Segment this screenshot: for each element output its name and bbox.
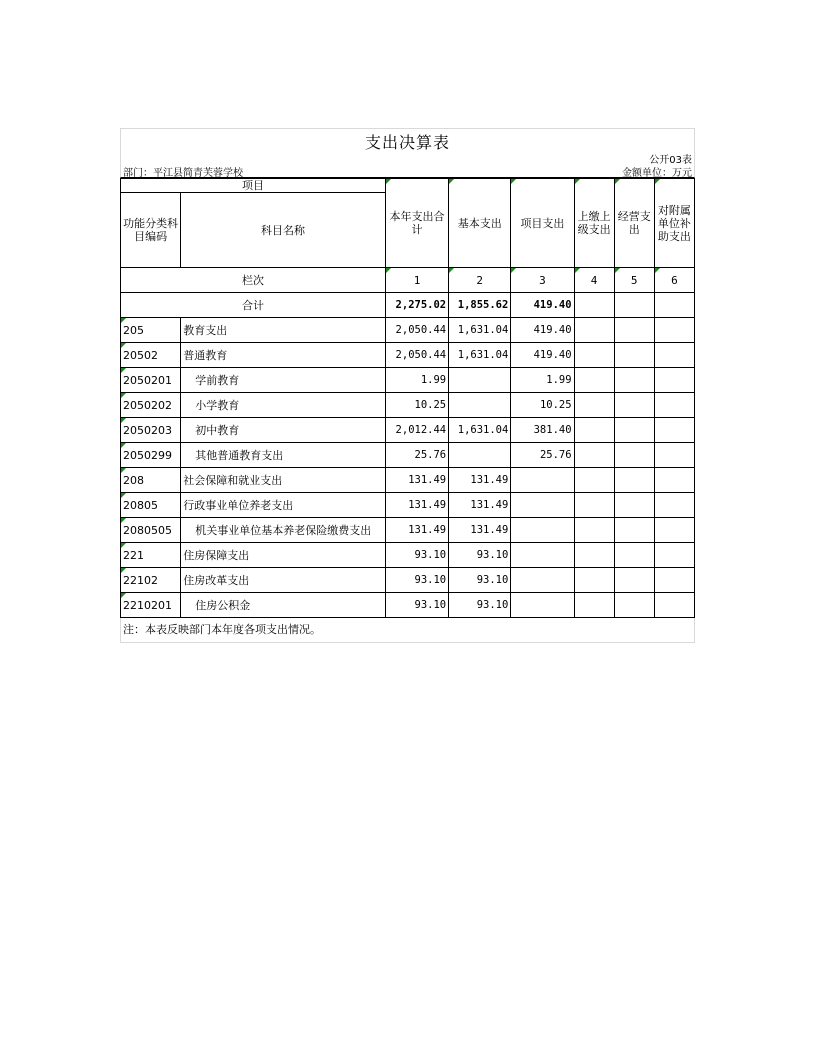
department-label: 部门：平江县简青芙蓉学校 [123, 168, 243, 179]
table-row [121, 468, 695, 493]
row-col1: 93.10 [385, 568, 448, 593]
row-name [181, 418, 386, 443]
row-code: 2210201 [121, 593, 181, 618]
row-name [181, 393, 386, 418]
row-col4 [574, 568, 614, 593]
page-title: 支出决算表 [364, 133, 450, 152]
row-code: 2050299 [121, 443, 181, 468]
row-col3: 10.25 [511, 393, 574, 418]
row-code: 208 [121, 468, 181, 493]
row-col4 [574, 543, 614, 568]
row-code: 20502 [121, 343, 181, 368]
row-col2 [449, 393, 511, 418]
row-code: 22102 [121, 568, 181, 593]
table-row [121, 568, 695, 593]
expenditure-sheet [120, 128, 695, 643]
row-col1: 131.49 [385, 518, 448, 543]
row-col2: 1,631.04 [449, 418, 511, 443]
row-col1: 25.76 [385, 443, 448, 468]
row-col2: 131.49 [449, 518, 511, 543]
row-name [181, 518, 386, 543]
row-name [181, 368, 386, 393]
table-row [121, 418, 695, 443]
row-name: 行政事业单位养老支出 [181, 493, 386, 518]
total-row [121, 293, 695, 318]
row-col4 [574, 443, 614, 468]
table-row [121, 518, 695, 543]
row-col1: 93.10 [385, 593, 448, 618]
row-col1: 1.99 [385, 368, 448, 393]
column-index-3: 3 [511, 268, 574, 293]
row-col4 [574, 468, 614, 493]
header-col5: 经营支出 [614, 179, 654, 268]
row-col3 [511, 518, 574, 543]
row-col6 [654, 468, 694, 493]
row-name: 住房保障支出 [181, 543, 386, 568]
row-col5 [614, 318, 654, 343]
header-col2: 基本支出 [449, 179, 511, 268]
row-code: 2050202 [121, 393, 181, 418]
row-name-text: 其他普通教育支出 [195, 449, 284, 462]
row-col4 [574, 343, 614, 368]
row-col4 [574, 593, 614, 618]
row-col3: 381.40 [511, 418, 574, 443]
row-code: 2080505 [121, 518, 181, 543]
header-project: 项目 [121, 179, 386, 193]
row-col4 [574, 318, 614, 343]
table-row [121, 493, 695, 518]
row-col5 [614, 443, 654, 468]
header-col1: 本年支出合计 [385, 179, 448, 268]
total-label: 合计 [121, 293, 386, 318]
table-row [121, 368, 695, 393]
row-col6 [654, 568, 694, 593]
total-col1: 2,275.02 [385, 293, 448, 318]
row-col1: 131.49 [385, 468, 448, 493]
title-row [120, 128, 695, 151]
row-col2: 93.10 [449, 568, 511, 593]
row-col5 [614, 593, 654, 618]
row-name-text: 学前教育 [195, 374, 240, 387]
row-name [181, 443, 386, 468]
row-col6 [654, 343, 694, 368]
row-col6 [654, 443, 694, 468]
department-row [120, 164, 695, 178]
row-col2: 93.10 [449, 593, 511, 618]
row-col6 [654, 318, 694, 343]
column-index-label: 栏次 [121, 268, 386, 293]
row-col4 [574, 393, 614, 418]
row-col6 [654, 493, 694, 518]
row-col1: 2,012.44 [385, 418, 448, 443]
row-col2: 1,631.04 [449, 343, 511, 368]
column-index-2: 2 [449, 268, 511, 293]
table-row [121, 443, 695, 468]
header-func-code: 功能分类科目编码 [121, 193, 181, 268]
row-col6 [654, 543, 694, 568]
form-code: 公开03表 [649, 155, 692, 166]
form-code-row [120, 151, 695, 164]
header-subject-name: 科目名称 [181, 193, 386, 268]
row-col3: 1.99 [511, 368, 574, 393]
row-col2: 1,631.04 [449, 318, 511, 343]
total-col6 [654, 293, 694, 318]
row-col6 [654, 368, 694, 393]
row-col3: 25.76 [511, 443, 574, 468]
row-col3 [511, 493, 574, 518]
row-col2: 93.10 [449, 543, 511, 568]
header-row-1 [121, 179, 695, 193]
total-col4 [574, 293, 614, 318]
row-col4 [574, 518, 614, 543]
row-col4 [574, 418, 614, 443]
column-index-4: 4 [574, 268, 614, 293]
row-col3 [511, 568, 574, 593]
row-name: 普通教育 [181, 343, 386, 368]
row-col6 [654, 518, 694, 543]
header-col6: 对附属单位补助支出 [654, 179, 694, 268]
row-col1: 93.10 [385, 543, 448, 568]
row-col1: 2,050.44 [385, 343, 448, 368]
row-col6 [654, 393, 694, 418]
row-code: 2050201 [121, 368, 181, 393]
row-col6 [654, 593, 694, 618]
row-col5 [614, 543, 654, 568]
total-col3: 419.40 [511, 293, 574, 318]
row-col3: 419.40 [511, 343, 574, 368]
row-col1: 10.25 [385, 393, 448, 418]
expenditure-table [120, 178, 695, 618]
column-index-5: 5 [614, 268, 654, 293]
row-col3 [511, 543, 574, 568]
row-col2 [449, 443, 511, 468]
row-col2: 131.49 [449, 468, 511, 493]
row-name: 社会保障和就业支出 [181, 468, 386, 493]
table-row [121, 543, 695, 568]
table-row [121, 593, 695, 618]
row-col4 [574, 493, 614, 518]
row-col3 [511, 593, 574, 618]
row-name-text: 机关事业单位基本养老保险缴费支出 [195, 524, 372, 537]
header-col3: 项目支出 [511, 179, 574, 268]
table-row [121, 393, 695, 418]
row-code: 20805 [121, 493, 181, 518]
row-col5 [614, 343, 654, 368]
row-col5 [614, 418, 654, 443]
row-col4 [574, 368, 614, 393]
row-name-text: 小学教育 [195, 399, 240, 412]
row-col6 [654, 418, 694, 443]
footnote: 注：本表反映部门本年度各项支出情况。 [120, 618, 695, 643]
row-name-text: 初中教育 [195, 424, 240, 437]
row-col5 [614, 493, 654, 518]
unit-label: 金额单位：万元 [622, 168, 692, 179]
row-col1: 2,050.44 [385, 318, 448, 343]
table-row [121, 318, 695, 343]
row-code: 205 [121, 318, 181, 343]
row-col3: 419.40 [511, 318, 574, 343]
row-col5 [614, 368, 654, 393]
column-index-row [121, 268, 695, 293]
row-name-text: 住房公积金 [195, 599, 251, 612]
row-col5 [614, 468, 654, 493]
row-name: 教育支出 [181, 318, 386, 343]
row-name: 住房改革支出 [181, 568, 386, 593]
row-col2 [449, 368, 511, 393]
table-row [121, 343, 695, 368]
row-col1: 131.49 [385, 493, 448, 518]
row-code: 221 [121, 543, 181, 568]
row-code: 2050203 [121, 418, 181, 443]
row-col2: 131.49 [449, 493, 511, 518]
column-index-1: 1 [385, 268, 448, 293]
row-col5 [614, 518, 654, 543]
row-col5 [614, 568, 654, 593]
row-name [181, 593, 386, 618]
row-col5 [614, 393, 654, 418]
total-col5 [614, 293, 654, 318]
total-col2: 1,855.62 [449, 293, 511, 318]
header-col4: 上缴上级支出 [574, 179, 614, 268]
column-index-6: 6 [654, 268, 694, 293]
row-col3 [511, 468, 574, 493]
